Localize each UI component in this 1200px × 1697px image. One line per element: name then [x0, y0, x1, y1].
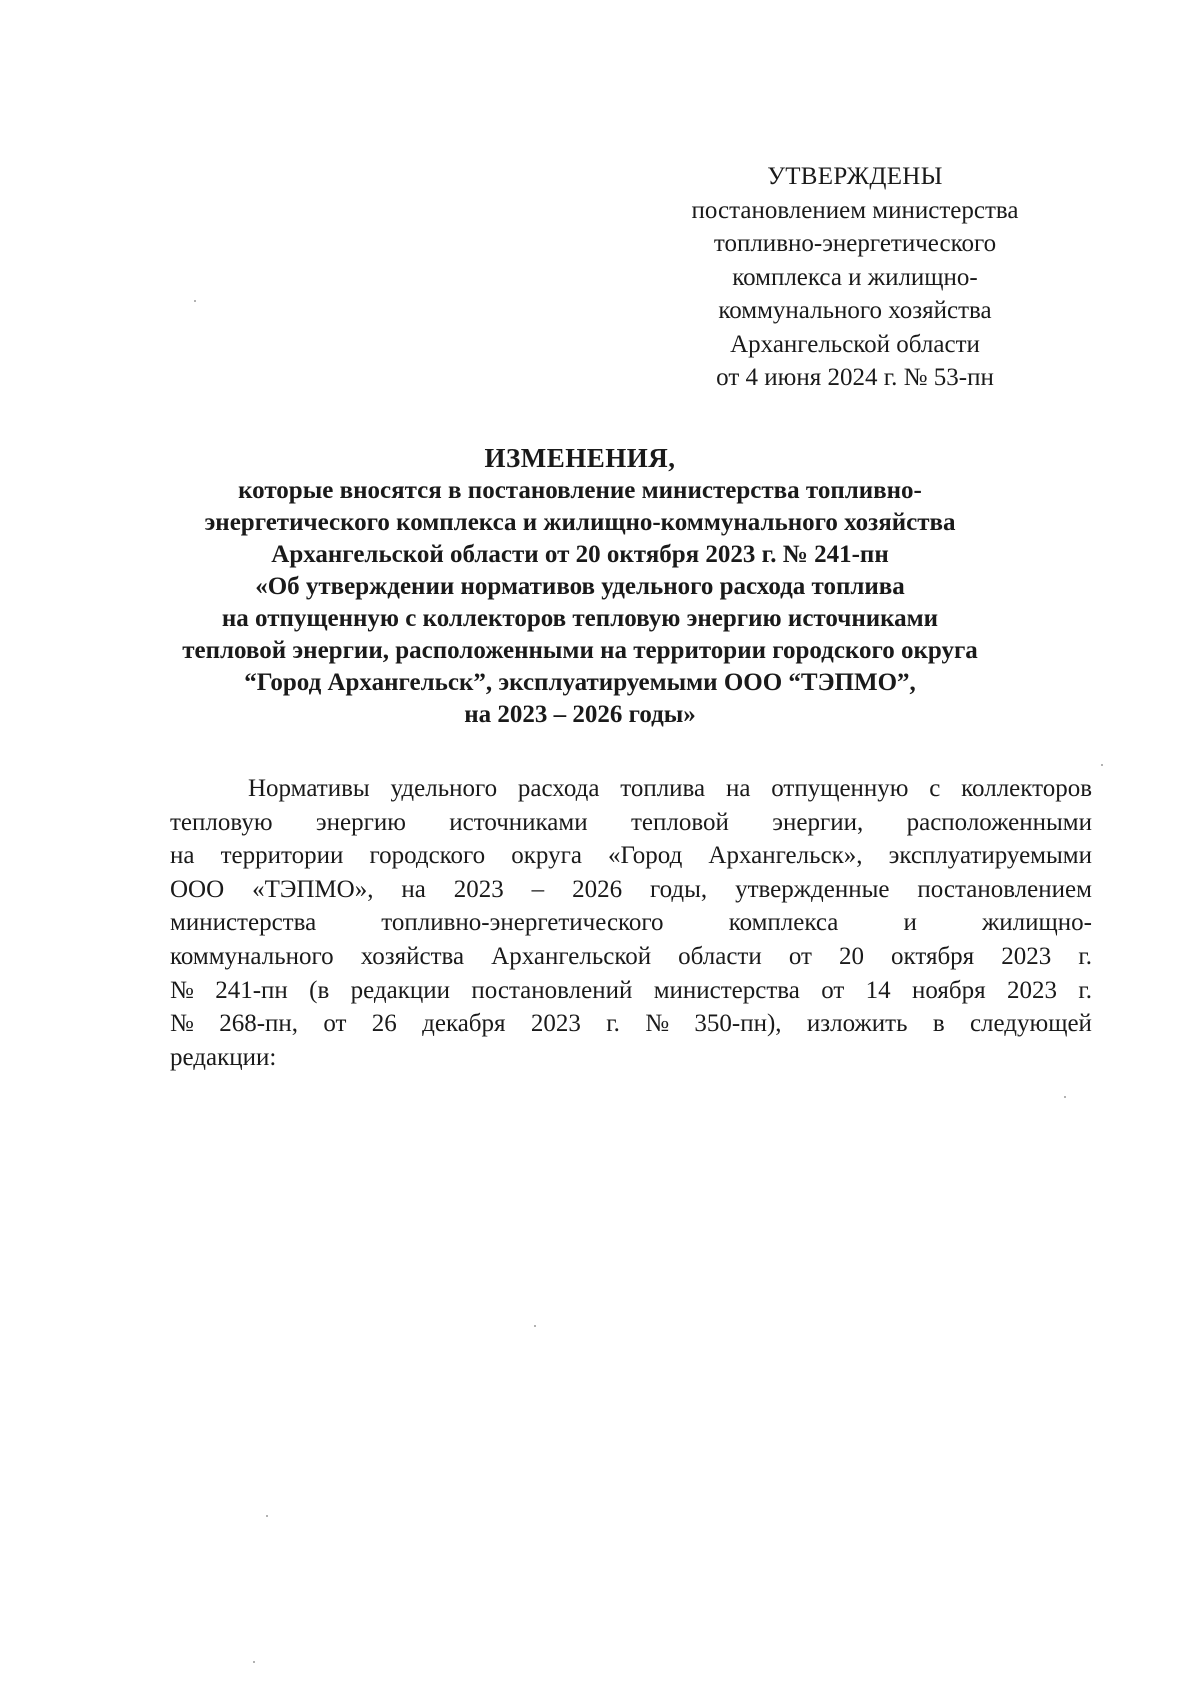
body-line — [170, 806, 1092, 840]
body-word: постановлений — [471, 976, 633, 1004]
body-word: 20 — [838, 942, 864, 970]
body-word: источниками — [449, 808, 588, 836]
body-word: № — [170, 1010, 194, 1038]
title-line: на отпущенную с коллекторов тепловую энергию источниками — [221, 605, 939, 632]
body-word: изложить — [806, 1010, 908, 1038]
body-line — [170, 1007, 1092, 1041]
body-line — [170, 974, 1092, 1008]
scan-speck — [1101, 764, 1103, 766]
scan-speck — [253, 1661, 255, 1663]
body-word: Архангельск», — [708, 842, 863, 870]
title-line: Архангельской области от 20 октября 2023 г. № 241-пн — [271, 541, 889, 568]
body-word: 2023 — [1006, 976, 1057, 1004]
body-word: области — [678, 942, 762, 970]
body-word: годы, — [649, 875, 708, 903]
body-word: на — [170, 842, 195, 870]
body-word: редакции — [350, 976, 450, 1004]
approval-date-line: от 4 июня 2024 г. № 53-пн — [716, 364, 994, 391]
body-line: Нормативы удельного расхода топлива на отпущенную с коллекторов — [248, 775, 1092, 802]
body-word: г. — [606, 1010, 620, 1038]
scan-speck — [534, 1325, 536, 1327]
body-word: расположенными — [906, 808, 1092, 836]
body-line — [170, 906, 1092, 940]
title-line: “Город Архангельск”, эксплуатируемыми ООО “ТЭПМО”, — [244, 669, 916, 696]
body-word: от — [788, 942, 812, 970]
body-paragraph — [170, 772, 1092, 1074]
body-word: «ТЭПМО», — [252, 875, 374, 903]
body-word: следующей — [969, 1010, 1092, 1038]
body-word: 2023 — [530, 1010, 581, 1038]
body-word: г. — [1078, 976, 1092, 1004]
scan-speck — [194, 300, 196, 302]
body-word: октября — [891, 942, 975, 970]
body-word: постановлением — [917, 875, 1092, 903]
approval-line: комплекса и жилищно- — [732, 263, 978, 291]
body-line — [170, 940, 1092, 974]
document-title-block — [140, 441, 1020, 731]
body-word: топливно-энергетического — [381, 909, 664, 937]
body-word: коммунального — [170, 942, 334, 970]
title-line: энергетического комплекса и жилищно-коммунального хозяйства — [204, 509, 956, 536]
body-word: № — [170, 976, 194, 1004]
approval-stamp-block — [660, 160, 1050, 395]
body-line — [170, 873, 1092, 907]
body-word: (в — [309, 976, 330, 1004]
body-word: министерства — [653, 976, 800, 1004]
body-word: г. — [1078, 942, 1092, 970]
body-line — [170, 839, 1092, 873]
body-word: № — [645, 1010, 670, 1038]
body-word: эксплуатируемыми — [888, 842, 1092, 870]
approval-line: топливно-энергетического — [713, 230, 997, 257]
body-word: 2023 — [1001, 942, 1052, 970]
body-word: утвержденные — [735, 875, 890, 903]
body-word: 26 — [371, 1010, 397, 1038]
body-word: энергию — [315, 808, 406, 836]
approval-line: Архангельской области — [730, 330, 980, 358]
body-word: 350-пн), — [694, 1010, 782, 1038]
body-word: округа — [511, 842, 582, 870]
body-word: 268-пн, — [219, 1010, 299, 1038]
title-line: «Об утверждении нормативов удельного расхода топлива — [255, 573, 905, 600]
body-word: тепловой — [630, 808, 729, 836]
body-word: Архангельской — [491, 942, 652, 970]
approval-line: коммунального хозяйства — [718, 297, 992, 324]
body-word: 14 — [865, 976, 891, 1004]
body-word: 2026 — [572, 875, 623, 903]
body-word: декабря — [422, 1010, 506, 1038]
title-line: тепловой энергии, расположенными на территории городского округа — [182, 637, 978, 664]
body-word: ООО — [170, 875, 225, 903]
document-title: ИЗМЕНЕНИЯ, — [484, 443, 676, 473]
body-word: жилищно- — [982, 909, 1092, 937]
body-word: тепловую — [170, 808, 273, 836]
title-line: которые вносятся в постановление министерства топливно- — [238, 477, 922, 504]
approval-heading: УТВЕРЖДЕНЫ — [767, 163, 943, 190]
body-word: 241-пн — [215, 976, 288, 1004]
body-word: комплекса — [728, 909, 839, 937]
scan-speck — [1064, 1096, 1066, 1098]
approval-line: постановлением министерства — [691, 196, 1019, 224]
body-word: городского — [369, 842, 486, 870]
body-word: от — [323, 1010, 347, 1038]
body-word: ноября — [912, 976, 986, 1004]
body-word: и — [903, 909, 917, 937]
body-word: энергии, — [772, 808, 864, 836]
body-line: редакции: — [170, 1043, 277, 1071]
title-line: на 2023 – 2026 годы» — [464, 701, 696, 728]
body-word: территории — [220, 842, 344, 870]
body-word: хозяйства — [360, 942, 465, 970]
body-word: от — [821, 976, 845, 1004]
body-word: – — [531, 875, 545, 903]
body-word: на — [401, 875, 426, 903]
scan-speck — [266, 1515, 268, 1517]
body-word: в — [932, 1010, 945, 1038]
body-word: министерства — [170, 909, 317, 937]
body-word: «Город — [608, 842, 683, 870]
body-word: 2023 — [453, 875, 504, 903]
